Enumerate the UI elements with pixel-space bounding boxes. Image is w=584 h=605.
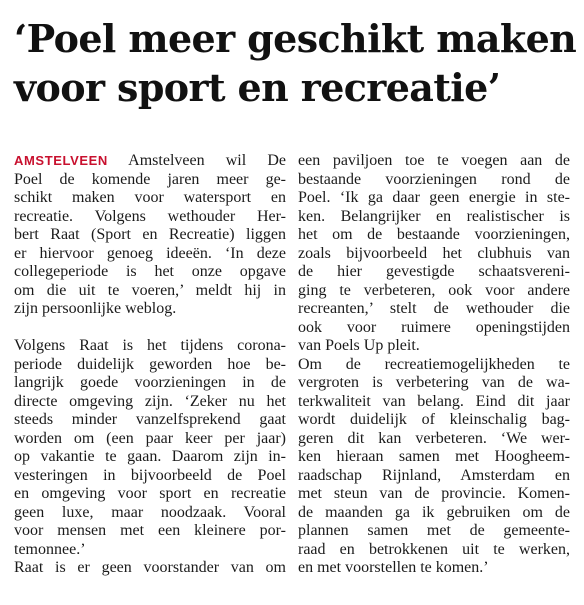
body-line: temonnee.’: [14, 540, 86, 558]
body-line: bestaande voorzieningen rond de: [298, 170, 570, 188]
body-line: terkwaliteit van belang. Eind dit jaar: [298, 392, 570, 410]
body-line: Raat is er geen voorstander van om: [14, 559, 286, 576]
body-line: langrijk goede voorzieningen in de: [14, 374, 286, 391]
body-line: ging te verbeteren, ook voor andere: [298, 281, 570, 299]
body-line: ken. Belangrijker en realistischer is: [298, 207, 570, 225]
body-line: met steun van de provincie. Komen-: [298, 485, 570, 502]
body-line: ook voor ruimere openingstijden: [298, 318, 570, 336]
body-line: zijn persoonlijke weblog.: [14, 300, 177, 317]
headline-line-2: voor sport en recreatie’: [14, 65, 501, 110]
paragraph-gap: [14, 319, 286, 338]
body-line: op vakantie te gaan. Daarom zijn in-: [14, 448, 286, 465]
body-line-text: Amstelveen wil De: [107, 152, 286, 169]
body-line: plannen samen met de gemeente-: [298, 522, 570, 539]
body-line: geren dit kan verbeteren. ‘We wer-: [298, 429, 570, 447]
body-line: raad en betrokkenen uit te werken,: [298, 540, 570, 558]
body-line: schikt maken voor watersport en: [14, 189, 286, 206]
body-line: Volgens Raat is het tijdens corona-: [14, 337, 286, 354]
body-line: steeds minder vanzelfsprekend gaat: [14, 411, 286, 428]
body-line: Poel. ‘Ik ga daar geen energie in ste-: [298, 189, 570, 206]
body-line: periode duidelijk geworden hoe be-: [14, 355, 286, 373]
body-line: vesteringen in bijvoorbeeld de Poel: [14, 466, 286, 484]
body-line: ken hieraan samen met Hoogheem-: [298, 448, 570, 465]
body-line: er hiervoor genoeg ideeën. ‘In deze: [14, 244, 286, 262]
body-line: vergroten is verbetering van de wa-: [298, 374, 570, 391]
dateline-kicker: AMSTELVEEN: [14, 153, 108, 168]
body-line: worden om (een paar keer per jaar): [14, 429, 286, 447]
body-line: van Poels Up pleit.: [298, 337, 420, 354]
body-line: recreanten,’ stelt de wethouder die: [298, 300, 570, 317]
body-line: de maanden ga ik gebruiken om de: [298, 503, 570, 521]
body-line: [14, 152, 286, 171]
body-line: recreatie. Volgens wethouder Her-: [14, 207, 286, 225]
body-line: een paviljoen toe te voegen aan de: [298, 152, 570, 169]
body-line: het om de bestaande voorzieningen,: [298, 226, 570, 243]
article-column-right: [298, 152, 570, 578]
body-line: geen luxe, maar noodzaak. Vooral: [14, 503, 286, 521]
body-line: en met voorstellen te komen.’: [298, 559, 489, 576]
headline-line-1: ‘Poel meer geschikt maken: [14, 16, 577, 61]
body-line: raadschap Rijnland, Amsterdam en: [298, 466, 570, 484]
body-line: Poel de komende jaren meer ge-: [14, 170, 286, 188]
article-column-left: [14, 152, 286, 578]
body-line: om die uit te voeren,’ meldt hij in: [14, 281, 286, 299]
article-headline: [14, 14, 577, 112]
body-line: de hier gevestigde schaatsvereni-: [298, 263, 570, 280]
body-line: collegeperiode is het onze opgave: [14, 263, 286, 280]
body-line: wordt duidelijk of kleinschalig bag-: [298, 411, 570, 428]
body-line: en omgeving voor sport en recreatie: [14, 485, 286, 502]
body-line: zoals bijvoorbeeld het clubhuis van: [298, 244, 570, 262]
body-line: bert Raat (Sport en Recreatie) liggen: [14, 226, 286, 243]
body-line: Om de recreatiemogelijkheden te: [298, 355, 570, 373]
body-line: directe omgeving zijn. ‘Zeker nu het: [14, 392, 286, 410]
body-line: voor mensen met een kleinere por-: [14, 522, 286, 539]
